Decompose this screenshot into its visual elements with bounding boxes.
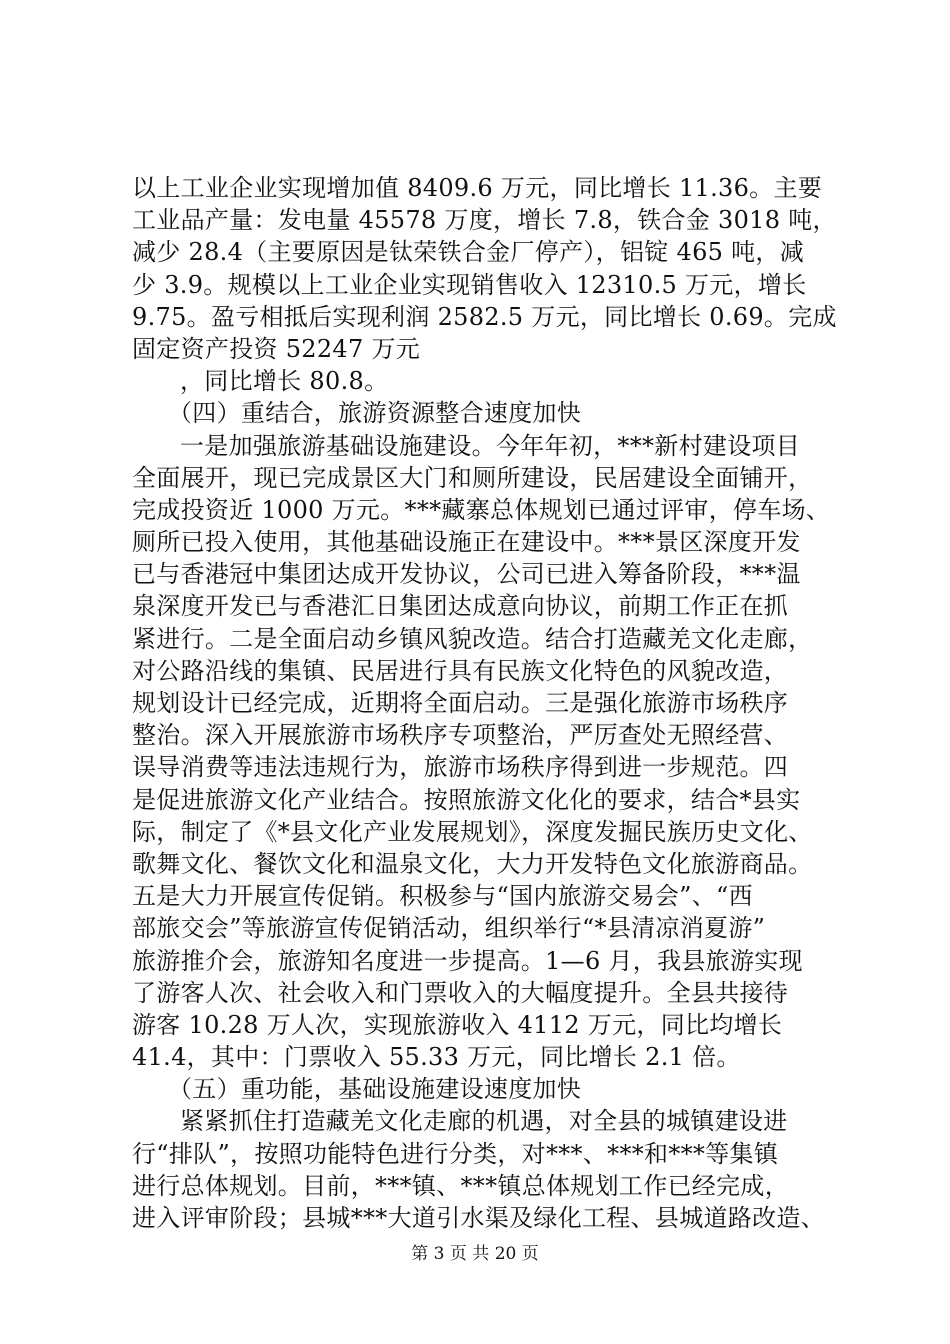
text-line: 歌舞文化、餐饮文化和温泉文化，大力开发特色文化旅游商品。 [132,849,813,878]
text-line: 行“排队”，按照功能特色进行分类，对***、***和***等集镇 [132,1139,779,1168]
text-line: 紧进行。二是全面启动乡镇风貌改造。结合打造藏羌文化走廊， [132,624,813,653]
text-line: 部旅交会”等旅游宣传促销活动，组织举行“*县清凉消夏游” [132,914,766,943]
body-text [132,172,837,1234]
text-line: 全面展开，现已完成景区大门和厕所建设，民居建设全面铺开， [132,463,813,492]
text-line: ，同比增长 80.8。 [180,367,389,396]
text-line: 已与香港冠中集团达成开发协议，公司已进入筹备阶段，***温 [132,560,801,589]
paragraph-start: 紧紧抓住打造藏羌文化走廊的机遇，对全县的城镇建设进 [180,1107,788,1136]
text-line: 厕所已投入使用，其他基础设施正在建设中。***景区深度开发 [132,528,801,557]
text-line: 对公路沿线的集镇、民居进行具有民族文化特色的风貌改造， [132,656,789,685]
text-line: 整治。深入开展旅游市场秩序专项整治，严厉查处无照经营、 [132,721,789,750]
text-line: 少 3.9。规模以上工业企业实现销售收入 12310.5 万元，增长 [132,270,807,299]
text-line: 进行总体规划。目前，***镇、***镇总体规划工作已经完成， [132,1171,789,1200]
text-line: 游客 10.28 万人次，实现旅游收入 4112 万元，同比均增长 [132,1010,783,1039]
page-number-footer: 第 3 页 共 20 页 [411,1244,539,1264]
text-line: 五是大力开展宣传促销。积极参与“国内旅游交易会”、“西 [132,882,753,911]
text-line: 际，制定了《*县文化产业发展规划》，深度发掘民族历史文化、 [132,817,813,846]
text-line: 了游客人次、社会收入和门票收入的大幅度提升。全县共接待 [132,978,789,1007]
text-line: 旅游推介会，旅游知名度进一步提高。1—6 月，我县旅游实现 [132,946,803,975]
text-line: 41.4，其中：门票收入 55.33 万元，同比增长 2.1 倍。 [132,1043,741,1072]
text-line: 9.75。盈亏相抵后实现利润 2582.5 万元，同比增长 0.69。完成 [132,302,837,331]
text-line: 进入评审阶段；县城***大道引水渠及绿化工程、县城道路改造、 [132,1204,825,1232]
text-line: 工业品产量：发电量 45578 万度，增长 7.8，铁合金 3018 吨， [132,206,837,235]
section-heading: （五）重功能，基础设施建设速度加快 [168,1075,582,1104]
text-line: 误导消费等违法违规行为，旅游市场秩序得到进一步规范。四 [132,753,789,782]
text-line: 是促进旅游文化产业结合。按照旅游文化化的要求，结合*县实 [132,785,801,814]
text-line: 完成投资近 1000 万元。***藏寨总体规划已通过评审，停车场、 [132,495,831,524]
text-line: 减少 28.4（主要原因是钛荣铁合金厂停产），铝锭 465 吨，减 [132,238,805,267]
paragraph-start: 一是加强旅游基础设施建设。今年年初，***新村建设项目 [180,431,801,460]
text-line: 以上工业企业实现增加值 8409.6 万元，同比增长 11.36。主要 [132,174,823,202]
text-line: 泉深度开发已与香港汇日集团达成意向协议，前期工作正在抓 [132,592,789,621]
text-line: 固定资产投资 52247 万元 [132,334,421,363]
text-line: 规划设计已经完成，近期将全面启动。三是强化旅游市场秩序 [132,689,789,717]
section-heading: （四）重结合，旅游资源整合速度加快 [168,399,582,428]
